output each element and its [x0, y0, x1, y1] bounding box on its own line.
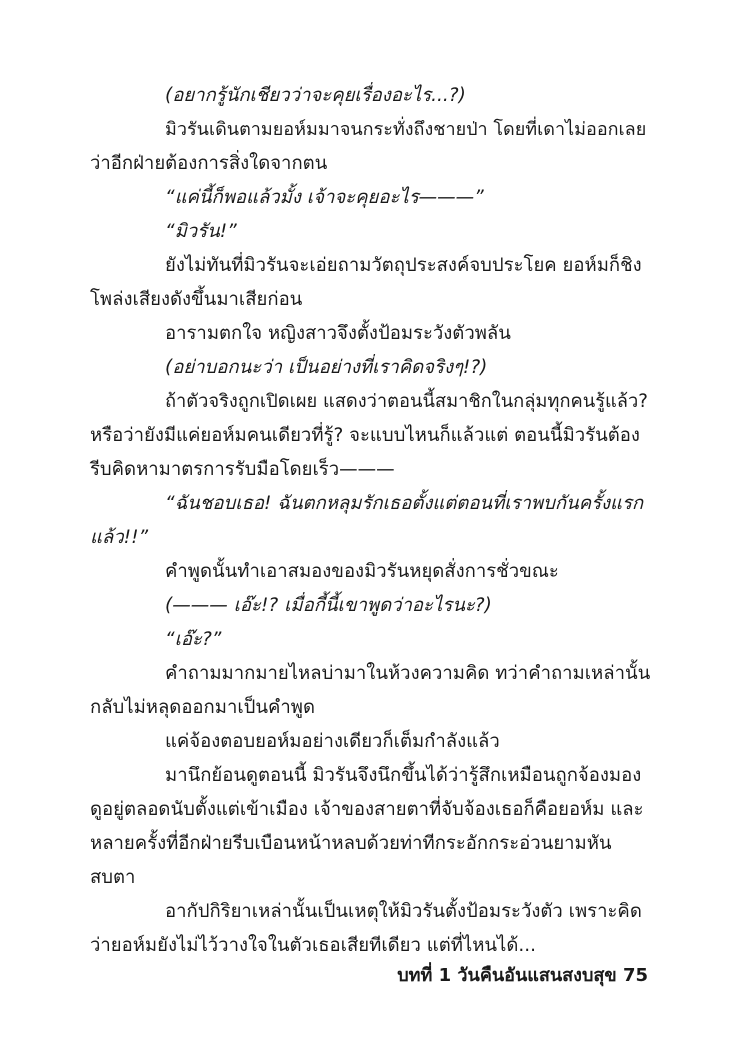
text-line: กลับไม่หลุดออกมาเป็นคำพูด	[90, 697, 316, 718]
text-line: “เอ๊ะ?”	[165, 629, 222, 650]
text-line: (อยากรู้นักเชียวว่าจะคุยเรื่องอะไร...?)	[165, 85, 466, 106]
text-line: แล้ว!!”	[90, 527, 149, 548]
page-footer: บทที่ 1 วันคืนอันแสนสงบสุข 75	[397, 965, 648, 986]
text-line: ว่ายอห์มยังไม่ไว้วางใจในตัวเธอเสียทีเดียว แต่ที่ไหนได้...	[90, 935, 537, 956]
text-line: คำถามมากมายไหลบ่ามาในห้วงความคิด ทว่าคำถามเหล่านั้น	[165, 663, 651, 684]
text-line: ยังไม่ทันที่มิวรันจะเอ่ยถามวัตถุประสงค์จบประโยค ยอห์มก็ชิง	[165, 255, 642, 276]
text-line: “มิวรัน!”	[165, 221, 237, 242]
text-line: (อย่าบอกนะว่า เป็นอย่างที่เราคิดจริงๆ!?)	[165, 357, 488, 378]
text-line: คำพูดนั้นทำเอาสมองของมิวรันหยุดสั่งการชั่วขณะ	[165, 561, 559, 582]
text-line: โพล่งเสียงดังขึ้นมาเสียก่อน	[90, 289, 303, 310]
text-line: ดูอยู่ตลอดนับตั้งแต่เข้าเมือง เจ้าของสายตาที่จับจ้องเธอก็คือยอห์ม และ	[90, 799, 644, 820]
text-line: “แค่นี้ก็พอแล้วมั้ง เจ้าจะคุยอะไร———”	[165, 187, 484, 208]
text-line: รีบคิดหามาตรการรับมือโดยเร็ว———	[90, 459, 395, 480]
text-line: (——— เอ๊ะ!? เมื่อกี้นี้เขาพูดว่าอะไรนะ?)	[165, 595, 492, 616]
text-line: หลายครั้งที่อีกฝ่ายรีบเบือนหน้าหลบด้วยท่าทีกระอักกระอ่วนยามหัน	[90, 833, 612, 854]
text-line: ถ้าตัวจริงถูกเปิดเผย แสดงว่าตอนนี้สมาชิกในกลุ่มทุกคนรู้แล้ว?	[165, 391, 648, 412]
text-line: มิวรันเดินตามยอห์มมาจนกระทั่งถึงชายป่า โดยที่เดาไม่ออกเลย	[165, 119, 647, 140]
text-line: อากัปกิริยาเหล่านั้นเป็นเหตุให้มิวรันตั้งป้อมระวังตัว เพราะคิด	[165, 901, 642, 922]
text-line: หรือว่ายังมีแค่ยอห์มคนเดียวที่รู้? จะแบบไหนก็แล้วแต่ ตอนนี้มิวรันต้อง	[90, 425, 640, 446]
text-line: “ฉันชอบเธอ! ฉันตกหลุมรักเธอตั้งแต่ตอนที่เราพบกันครั้งแรก	[165, 493, 644, 514]
text-line: มานึกย้อนดูตอนนี้ มิวรันจึงนึกขึ้นได้ว่ารู้สึกเหมือนถูกจ้องมอง	[165, 765, 642, 786]
text-line: ว่าอีกฝ่ายต้องการสิ่งใดจากตน	[90, 153, 328, 174]
text-line: แค่จ้องตอบยอห์มอย่างเดียวก็เต็มกำลังแล้ว	[165, 731, 500, 752]
text-line: อารามตกใจ หญิงสาวจึงตั้งป้อมระวังตัวพลัน	[165, 323, 511, 344]
text-line: สบตา	[90, 867, 136, 888]
